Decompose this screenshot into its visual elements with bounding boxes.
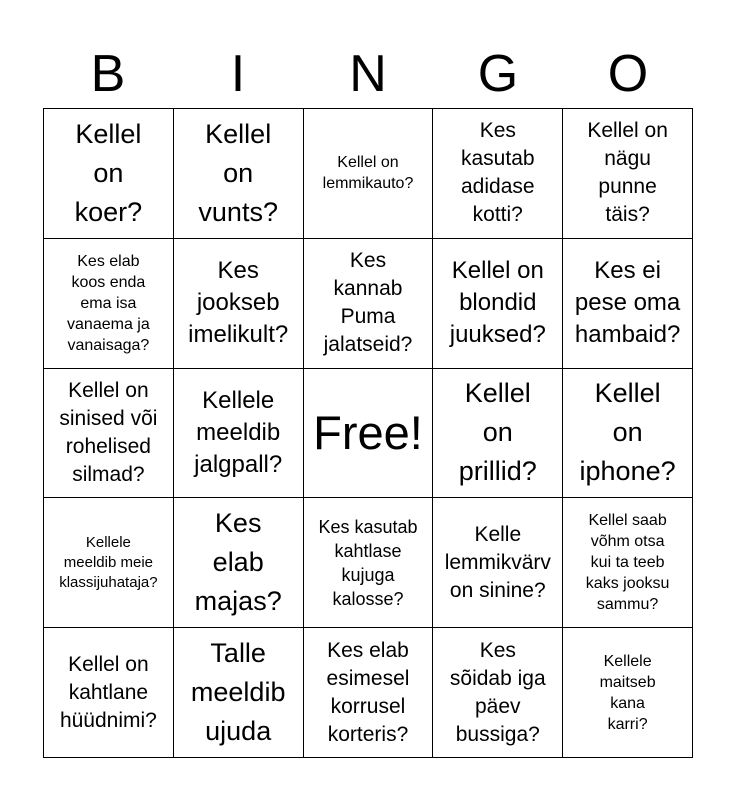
cell-text: Kellel on koer? — [74, 118, 143, 227]
bingo-cell[interactable] — [304, 498, 434, 628]
bingo-cell[interactable] — [433, 498, 563, 628]
bingo-cell[interactable] — [433, 369, 563, 499]
bingo-cell[interactable] — [174, 109, 304, 239]
cell-text: Kellel on nägu punne täis? — [587, 119, 668, 227]
cell-text: Kellel on blondid juuksed? — [449, 257, 546, 349]
bingo-cell[interactable] — [563, 109, 693, 239]
header-letter-i: I — [230, 45, 246, 103]
cell-text: Kes sõidab iga päev bussiga? — [449, 638, 546, 746]
header-letter-n: N — [349, 45, 387, 103]
bingo-cell[interactable] — [304, 109, 434, 239]
bingo-cell[interactable] — [433, 109, 563, 239]
free-space-cell[interactable] — [304, 369, 434, 499]
cell-text: Kellel on iphone? — [579, 378, 676, 487]
bingo-cell[interactable] — [44, 239, 174, 369]
cell-text: Kellel on lemmikauto? — [322, 154, 414, 193]
bingo-cell[interactable] — [304, 628, 434, 758]
bingo-board — [43, 108, 693, 758]
cell-text: Kes elab koos enda ema isa vanaema ja vanaisaga? — [67, 252, 150, 354]
cell-text: Kes kannab Puma jalatseid? — [323, 249, 413, 357]
bingo-cell[interactable] — [304, 239, 434, 369]
bingo-cell[interactable] — [44, 498, 174, 628]
bingo-cell[interactable] — [44, 369, 174, 499]
bingo-header — [43, 42, 693, 106]
bingo-cell[interactable] — [563, 239, 693, 369]
cell-text: Kes elab esimesel korrusel korteris? — [326, 638, 410, 746]
bingo-cell[interactable] — [44, 109, 174, 239]
bingo-cell[interactable] — [433, 239, 563, 369]
bingo-cell[interactable] — [174, 498, 304, 628]
bingo-cell[interactable] — [174, 239, 304, 369]
cell-text: Kes kasutab kahtlase kujuga kalosse? — [318, 516, 418, 609]
bingo-cell[interactable] — [174, 369, 304, 499]
cell-text: Talle meeldib ujuda — [190, 638, 286, 747]
cell-text: Kellel saab võhm otsa kui ta teeb kaks jooksu sammu? — [585, 512, 670, 614]
bingo-cell[interactable] — [174, 628, 304, 758]
bingo-cell[interactable] — [44, 628, 174, 758]
cell-text: Kellel on sinised või rohelised silmad? — [59, 378, 158, 486]
bingo-cell[interactable] — [563, 498, 693, 628]
bingo-cell[interactable] — [563, 628, 693, 758]
cell-text: Kes jookseb imelikult? — [188, 257, 289, 349]
cell-text: Kes elab majas? — [194, 508, 282, 617]
bingo-cell[interactable] — [563, 369, 693, 499]
cell-text: Kellele maitseb kana karri? — [599, 652, 656, 733]
header-letter-g: G — [477, 45, 519, 103]
cell-text: Kes kasutab adidase kotti? — [461, 119, 535, 227]
cell-text: Kellele meeldib meie klassijuhataja? — [59, 533, 158, 591]
cell-text: Kellele meeldib jalgpall? — [194, 386, 283, 478]
cell-text: Kellel on prillid? — [458, 378, 537, 487]
cell-text: Kes ei pese oma hambaid? — [574, 257, 681, 349]
cell-text: Kelle lemmikvärv on sinine? — [444, 522, 551, 602]
bingo-cell[interactable] — [433, 628, 563, 758]
header-letter-b: B — [90, 45, 126, 103]
header-letter-o: O — [607, 45, 649, 103]
cell-text: Kellel on vunts? — [198, 118, 278, 227]
free-space-label: Free! — [313, 405, 423, 459]
cell-text: Kellel on kahtlane hüüdnimi? — [59, 652, 157, 732]
